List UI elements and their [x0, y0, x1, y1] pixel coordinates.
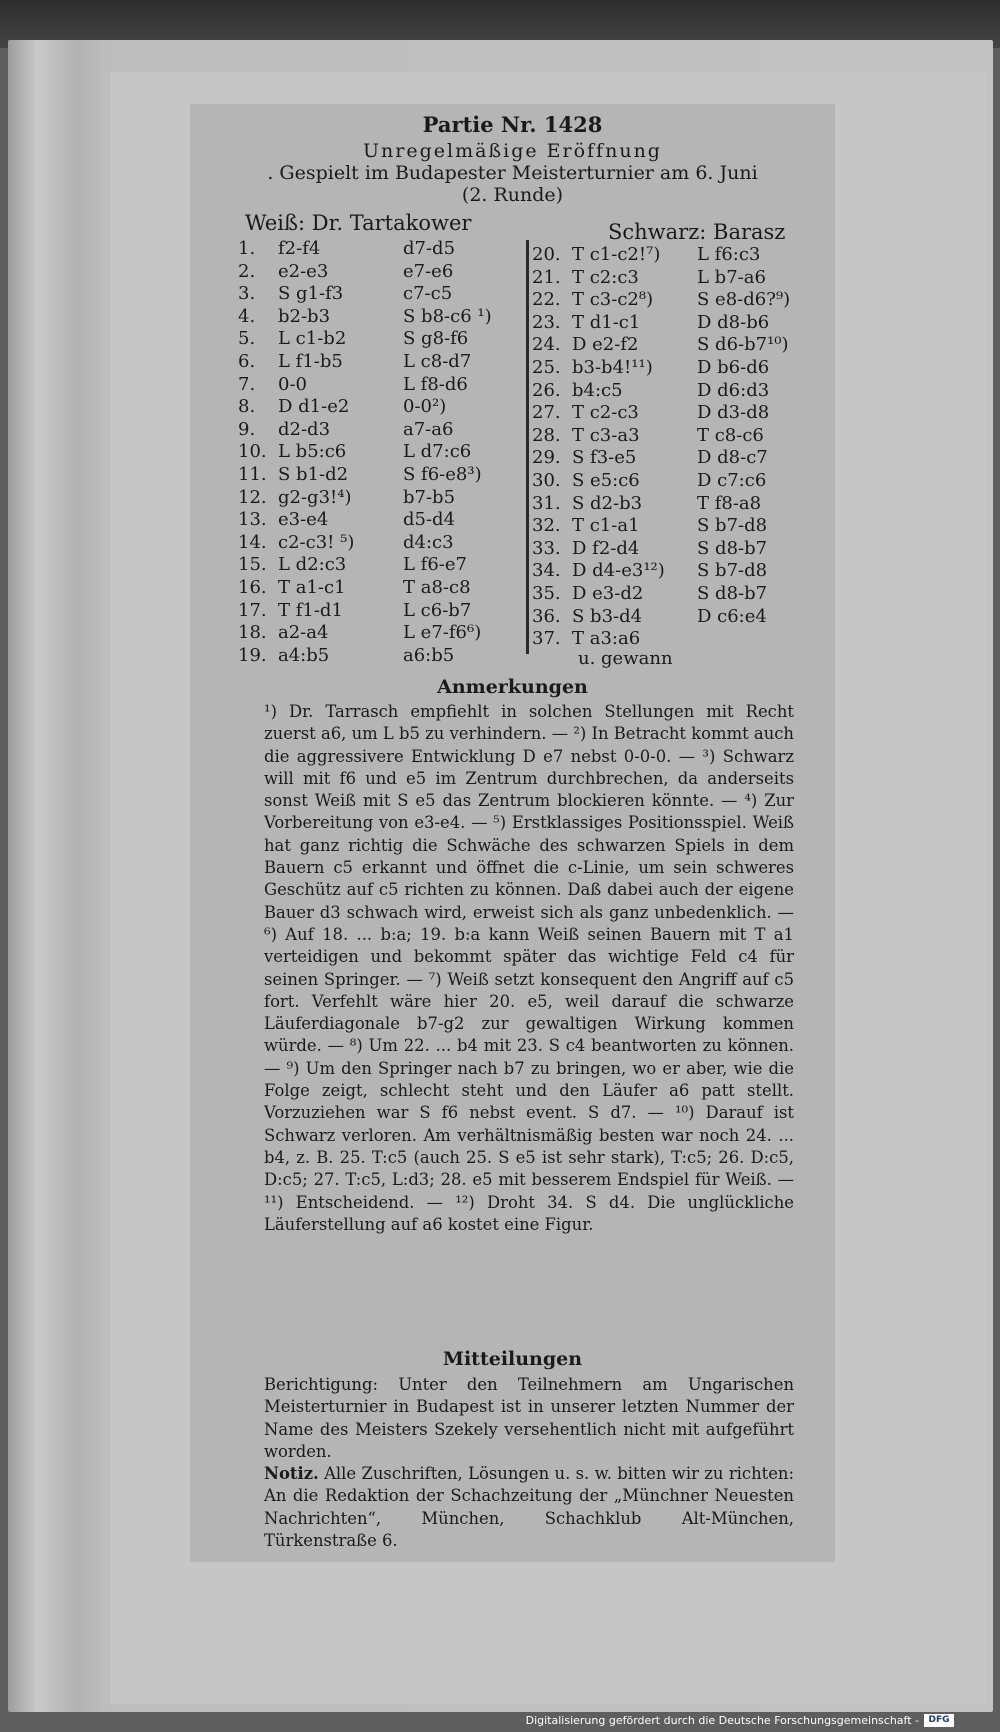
white-move: S f3-e5 [572, 447, 637, 469]
move-row [532, 583, 832, 606]
move-row [238, 306, 523, 329]
black-move: T c8-c6 [697, 424, 764, 446]
move-number: 32. [532, 515, 561, 537]
black-move: T f8-a8 [697, 492, 762, 514]
white-move: T c1-c2!⁷) [572, 244, 661, 265]
move-row [238, 487, 523, 510]
move-number: 25. [532, 356, 561, 378]
move-number: 28. [532, 424, 561, 446]
white-move: T c1-a1 [572, 515, 640, 537]
white-move: T d1-c1 [572, 311, 641, 333]
move-row [238, 577, 523, 600]
communications-title: Mitteilungen [442, 1348, 583, 1370]
footer-text: Digitalisierung gefördert durch die Deutsche Forschungsgemeinschaft - [525, 1713, 919, 1727]
black-move: D c7:c6 [697, 469, 767, 491]
move-number: 26. [532, 379, 561, 401]
black-move: L b7-a6 [697, 266, 766, 288]
move-row [532, 402, 832, 425]
move-number: 11. [238, 463, 267, 485]
move-row [238, 261, 523, 284]
white-move: b4:c5 [572, 379, 623, 401]
black-move: L c6-b7 [403, 599, 472, 621]
black-move: S d6-b7¹⁰) [697, 334, 789, 356]
move-row [238, 532, 523, 555]
move-row [532, 357, 832, 380]
white-move: T f1-d1 [278, 599, 343, 621]
opening-name: Unregelmäßige Eröffnung [363, 140, 662, 162]
move-number: 15. [238, 554, 267, 576]
white-move: D d1-e2 [278, 396, 350, 418]
move-row [532, 244, 832, 267]
move-number: 35. [532, 582, 561, 604]
black-move: D d8-c7 [697, 447, 768, 469]
move-number: 12. [238, 486, 267, 508]
move-row [238, 622, 523, 645]
move-number: 29. [532, 447, 561, 469]
move-number: 16. [238, 576, 267, 598]
white-move: L b5:c6 [278, 441, 347, 463]
annotations-paragraph: ¹) Dr. Tarrasch empfiehlt in solchen Stellungen mit Recht zuerst a6, um L b5 zu verhindern. — ²) In Betracht kommt auch die aggressivere Entwicklung D e7 nebst 0-0-0. — ³) Schwarz will mit f6 und e5 im Zentrum durchbrechen, da anderseits sonst Weiß mit S e5 das Zentrum blockieren könnte. — ⁴) Zur Vorbereitung von e3-e4. — ⁵) Erstklassiges Positionsspiel. Weiß hat ganz richtig die Schwäche des schwarzen Spiels in dem Bauern c5 erkannt und öffnet die c-Linie, um sein schweres Geschütz auf c5 richten zu können. Daß dabei auch der eigene Bauer d3 schwach wird, erweist sich als ganz unbedenklich. — ⁶) Auf 18. ... b:a; 19. b:a kann Weiß seinen Bauern mit T a1 verteidigen und bekommt später das wichtige Feld c4 für seinen Springer. — ⁷) Weiß setzt konsequent den Angriff auf c5 fort. Verfehlt wäre hier 20. e5, weil darauf die schwarze Läuferdiagonale b7-g2 zur gewaltigen Wirkung kommen würde. — ⁸) Um 22. ... b4 mit 23. S c4 beantworten zu können. — ⁹) Um den Springer nach b7 zu bringen, wo er aber, wie die Folge zeigt, schlecht steht und den Läufer a6 patt stellt. Vorzuziehen war S f6 nebst event. S d7. — ¹⁰) Darauf ist Schwarz verloren. Am verhältnismäßig besten war noch 24. ... b4, z. B. 25. T:c5 (auch 25. S e5 ist sehr stark), T:c5; 26. D:c5, D:c5; 27. T:c5, L:d3; 28. e5 mit besserem Endspiel für Weiß. — ¹¹) Entscheidend. — ¹²) Droht 34. S d4. Die unglückliche Läuferstellung auf a6 kostet eine Figur. [264, 702, 794, 1234]
move-number: 4. [238, 305, 256, 327]
move-row [532, 267, 832, 290]
move-row [532, 289, 832, 312]
move-row [238, 351, 523, 374]
black-move: D c6:e4 [697, 605, 767, 627]
move-number: 21. [532, 266, 561, 288]
black-move: L f6-e7 [403, 554, 467, 576]
white-move: 0-0 [278, 373, 307, 395]
black-move: c7-c5 [403, 283, 453, 305]
white-move: e2-e3 [278, 260, 329, 282]
black-move: d4:c3 [403, 531, 454, 553]
black-move: S b7-d8 [697, 560, 768, 582]
move-row [238, 283, 523, 306]
note-text: Alle Zuschriften, Lösungen u. s. w. bitten wir zu richten: An die Redaktion der Schachzeitung der „Münchner Neuesten Nachrichten“, München, Schachklub Alt-München, Türkenstraße 6. [264, 1464, 794, 1551]
white-move: a2-a4 [278, 622, 329, 644]
white-move: D f2-d4 [572, 537, 640, 559]
black-move: b7-b5 [403, 486, 456, 508]
game-title: Partie Nr. 1428 [422, 112, 603, 137]
white-move: L f1-b5 [278, 350, 343, 372]
black-move: D d8-b6 [697, 311, 770, 333]
black-move: S d8-b7 [697, 582, 768, 604]
move-row [238, 238, 523, 261]
white-move: f2-f4 [278, 238, 321, 259]
black-move: T a8-c8 [403, 576, 471, 598]
move-row [532, 447, 832, 470]
white-move: g2-g3!⁴) [278, 486, 352, 508]
move-row [532, 380, 832, 403]
move-row [532, 312, 832, 335]
black-move: D d3-d8 [697, 402, 770, 424]
move-row [238, 441, 523, 464]
move-number: 9. [238, 418, 256, 440]
move-number: 23. [532, 311, 561, 333]
black-move: a6:b5 [403, 644, 455, 666]
tournament-venue: . Gespielt im Budapester Meisterturnier am 6. Juni [267, 162, 758, 184]
move-row [532, 493, 832, 516]
move-number: 14. [238, 531, 267, 553]
move-number: 18. [238, 622, 267, 644]
annotations-title: Anmerkungen [437, 676, 588, 698]
move-number: 20. [532, 244, 561, 265]
black-move: e7-e6 [403, 260, 454, 282]
move-number: 34. [532, 560, 561, 582]
column-divider [526, 240, 529, 654]
white-move: d2-d3 [278, 418, 331, 440]
black-move: S b8-c6 ¹) [403, 305, 492, 327]
move-row [238, 554, 523, 577]
move-number: 8. [238, 396, 256, 418]
note-paragraph [264, 1463, 794, 1552]
white-move: T c3-a3 [572, 424, 640, 446]
move-row [238, 396, 523, 419]
white-move: S g1-f3 [278, 283, 344, 305]
move-list-right [532, 244, 832, 651]
white-move: T c2-c3 [572, 402, 639, 424]
white-move: e3-e4 [278, 509, 329, 531]
move-number: 3. [238, 283, 256, 305]
move-number: 6. [238, 350, 256, 372]
move-number: 24. [532, 334, 561, 356]
move-row [532, 538, 832, 561]
black-move: S d8-b7 [697, 537, 768, 559]
white-move: b3-b4!¹¹) [572, 356, 653, 378]
move-number: 17. [238, 599, 267, 621]
move-number: 30. [532, 469, 561, 491]
white-move: T a1-c1 [278, 576, 346, 598]
black-move: S e8-d6?⁹) [697, 289, 791, 311]
white-move: S d2-b3 [572, 492, 643, 514]
white-move: S b3-d4 [572, 605, 643, 627]
move-row [238, 419, 523, 442]
game-result: u. gewann [578, 648, 673, 669]
move-row [532, 425, 832, 448]
move-number: 19. [238, 644, 267, 666]
black-move: L d7:c6 [403, 441, 472, 463]
move-number: 27. [532, 402, 561, 424]
white-move: S e5:c6 [572, 469, 640, 491]
white-move: b2-b3 [278, 305, 331, 327]
move-number: 33. [532, 537, 561, 559]
move-row [532, 470, 832, 493]
black-player: Schwarz: Barasz [608, 220, 786, 244]
move-number: 22. [532, 289, 561, 311]
white-move: T c2:c3 [572, 266, 639, 288]
move-number: 37. [532, 628, 561, 650]
move-number: 2. [238, 260, 256, 282]
move-row [532, 606, 832, 629]
move-number: 36. [532, 605, 561, 627]
black-move: d7-d5 [403, 238, 456, 259]
white-move: D e3-d2 [572, 582, 644, 604]
move-row [532, 628, 832, 651]
newspaper-clipping [190, 104, 835, 1562]
white-move: L c1-b2 [278, 328, 347, 350]
black-move: S b7-d8 [697, 515, 768, 537]
black-move: L c8-d7 [403, 350, 472, 372]
move-number: 31. [532, 492, 561, 514]
annotations-text [264, 701, 794, 1236]
black-move: S f6-e8³) [403, 463, 482, 485]
white-move: T c3-c2⁸) [572, 289, 654, 311]
digitization-footer [526, 1714, 954, 1728]
black-move: L f6:c3 [697, 244, 761, 265]
move-number: 1. [238, 238, 256, 259]
communications-text [264, 1374, 794, 1552]
white-player: Weiß: Dr. Tartakower [245, 211, 472, 235]
move-number: 13. [238, 509, 267, 531]
white-move: L d2:c3 [278, 554, 347, 576]
dfg-logo: DFG [924, 1714, 954, 1727]
move-row [532, 515, 832, 538]
black-move: S g8-f6 [403, 328, 469, 350]
move-row [532, 560, 832, 583]
move-row [238, 509, 523, 532]
black-move: L e7-f6⁶) [403, 622, 482, 644]
black-move: 0-0²) [403, 396, 447, 418]
black-move: D d6:d3 [697, 379, 770, 401]
correction-paragraph: Berichtigung: Unter den Teilnehmern am Ungarischen Meisterturnier in Budapest ist in unserer letzten Nummer der Name des Meisters Szekely versehentlich nicht mit aufgeführt worden. [264, 1375, 794, 1461]
move-row [238, 600, 523, 623]
black-move: a7-a6 [403, 418, 454, 440]
move-row [238, 464, 523, 487]
move-list-left [238, 238, 523, 667]
white-move: a4:b5 [278, 644, 330, 666]
black-move: L f8-d6 [403, 373, 468, 395]
white-move: T a3:a6 [572, 628, 641, 650]
move-row [238, 328, 523, 351]
tournament-round: (2. Runde) [461, 184, 564, 206]
move-number: 5. [238, 328, 256, 350]
move-row [532, 334, 832, 357]
white-move: S b1-d2 [278, 463, 349, 485]
black-move: d5-d4 [403, 509, 456, 531]
white-move: D e2-f2 [572, 334, 639, 356]
move-number: 10. [238, 441, 267, 463]
move-row [238, 374, 523, 397]
white-move: D d4-e3¹²) [572, 560, 665, 582]
black-move: D b6-d6 [697, 356, 770, 378]
white-move: c2-c3! ⁵) [278, 531, 355, 553]
move-row [238, 645, 523, 668]
move-number: 7. [238, 373, 256, 395]
note-label: Notiz. [264, 1464, 319, 1484]
